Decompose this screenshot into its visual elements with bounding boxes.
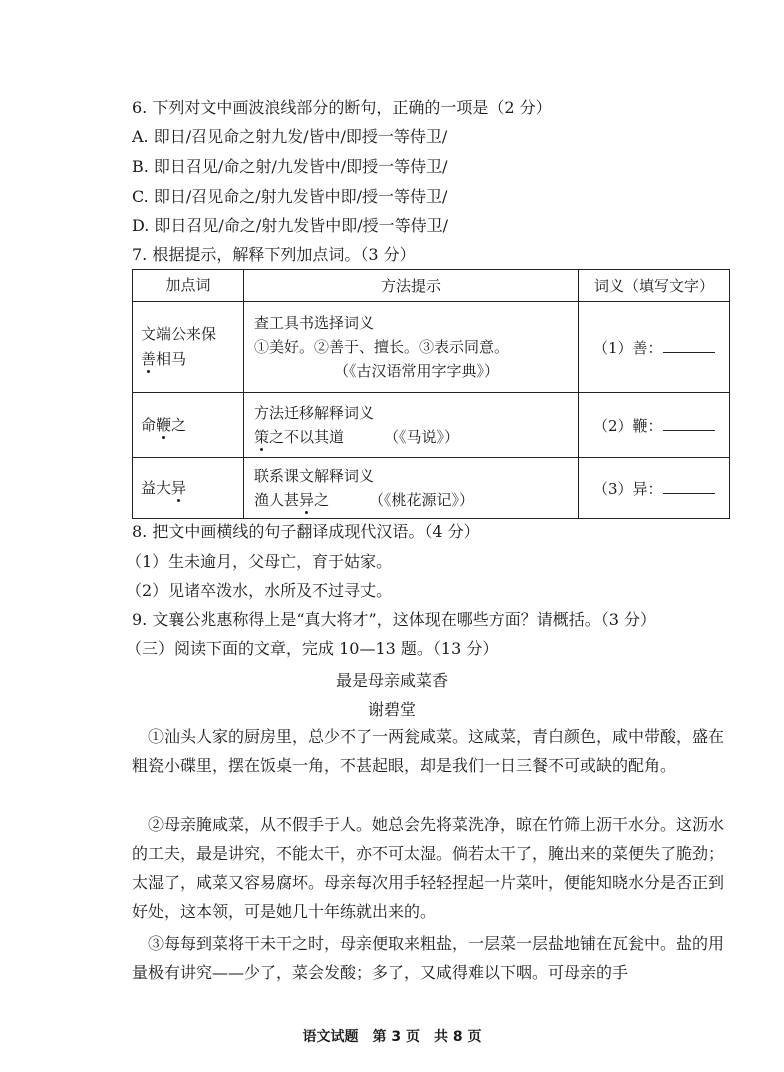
q7-stem: 7. 根据提示，解释下列加点词。（3 分） (132, 245, 416, 264)
q6-option-c: C. 即日/召见命之/射九发皆中即/授一等侍卫/ (132, 187, 448, 206)
dotted-char: 异 (171, 478, 187, 497)
table-row (133, 393, 730, 458)
q6-option-a: A. 即日/召见命之射九发/皆中/即授一等侍卫/ (132, 127, 448, 146)
q6-stem: 6. 下列对文中画波浪线部分的断句，正确的一项是（2 分） (132, 98, 552, 117)
table-row (133, 302, 730, 393)
dotted-char: 鞭 (156, 415, 172, 434)
q7-table (132, 269, 730, 519)
row2-hint: 方法迁移解释词义 策之不以其道 （《马说》） (244, 393, 579, 458)
dotted-char: 策 (254, 428, 270, 446)
row3-answer: （3）异： (579, 458, 730, 519)
article-paragraph-2: ②母亲腌咸菜，从不假手于人。她总会先将菜洗净，晾在竹筛上沥干水分。这沥水的工夫，最是讲究，不能太干，亦不可太湿。倘若太干了，腌出来的菜便失了脆劲；太湿了，咸菜又容易腐坏。母亲每次用手轻轻捏起一片菜叶，便能知晓水分是否正到好处，这本领，可是她几十年练就出来的。 (132, 815, 725, 921)
dotted-char: 善 (141, 350, 157, 368)
row3-hint: 联系课文解释词义 渔人甚异之 （《桃花源记》） (244, 458, 579, 519)
q6-option-d: D. 即日召见/命之/射九发皆中即/授一等侍卫/ (132, 216, 448, 235)
row2-word: 命鞭之 (133, 393, 244, 458)
header-hint: 方法提示 (244, 270, 579, 302)
article-paragraph-3: ③每每到菜将干未干之时，母亲便取来粗盐，一层菜一层盐地铺在瓦瓮中。盐的用量极有讲究——少了，菜会发酸；多了，又咸得难以下咽。可母亲的手 (132, 934, 725, 982)
article-paragraph-1: ①汕头人家的厨房里，总少不了一两瓮咸菜。这咸菜，青白颜色，咸中带酸，盛在粗瓷小碟里，摆在饭桌一角，不甚起眼，却是我们一日三餐不可或缺的配角。 (132, 727, 725, 775)
answer-blank[interactable] (663, 416, 715, 431)
q6-option-b: B. 即日召见/命之射/九发皆中/即授一等侍卫/ (132, 157, 448, 176)
article-author: 谢碧堂 (367, 700, 416, 719)
row1-answer: （1）善： (579, 302, 730, 393)
row1-hint: 查工具书选择词义 ①美好。②善于、擅长。③表示同意。 （《古汉语常用字字典》） (244, 302, 579, 393)
article-title: 最是母亲咸菜香 (335, 671, 448, 690)
q8-item-1: （1）生未逾月，父母亡，育于姑家。 (126, 552, 393, 571)
table-row (133, 458, 730, 519)
row2-answer: （2）鞭： (579, 393, 730, 458)
q8-stem: 8. 把文中画横线的句子翻译成现代汉语。（4 分） (132, 522, 480, 541)
row3-word: 益大异 (133, 458, 244, 519)
answer-blank[interactable] (663, 338, 715, 353)
page-footer: 语文试题 第 3 页 共 8 页 (302, 1029, 482, 1045)
q8-item-2: （2）见诸卒泼水，水所及不过寻丈。 (126, 581, 393, 600)
dotted-char: 异 (299, 491, 315, 509)
section3-intro: （三）阅读下面的文章，完成 10—13 题。（13 分） (126, 639, 499, 658)
q7-table-header (133, 270, 730, 302)
answer-blank[interactable] (663, 479, 715, 494)
header-meaning: 词义（填写文字） (579, 270, 730, 302)
row1-word: 文端公来保 善相马 (133, 302, 244, 393)
q9-stem: 9. 文襄公兆惠称得上是“真大将才”，这体现在哪些方面？请概括。（3 分） (132, 610, 656, 629)
header-word: 加点词 (133, 270, 244, 302)
